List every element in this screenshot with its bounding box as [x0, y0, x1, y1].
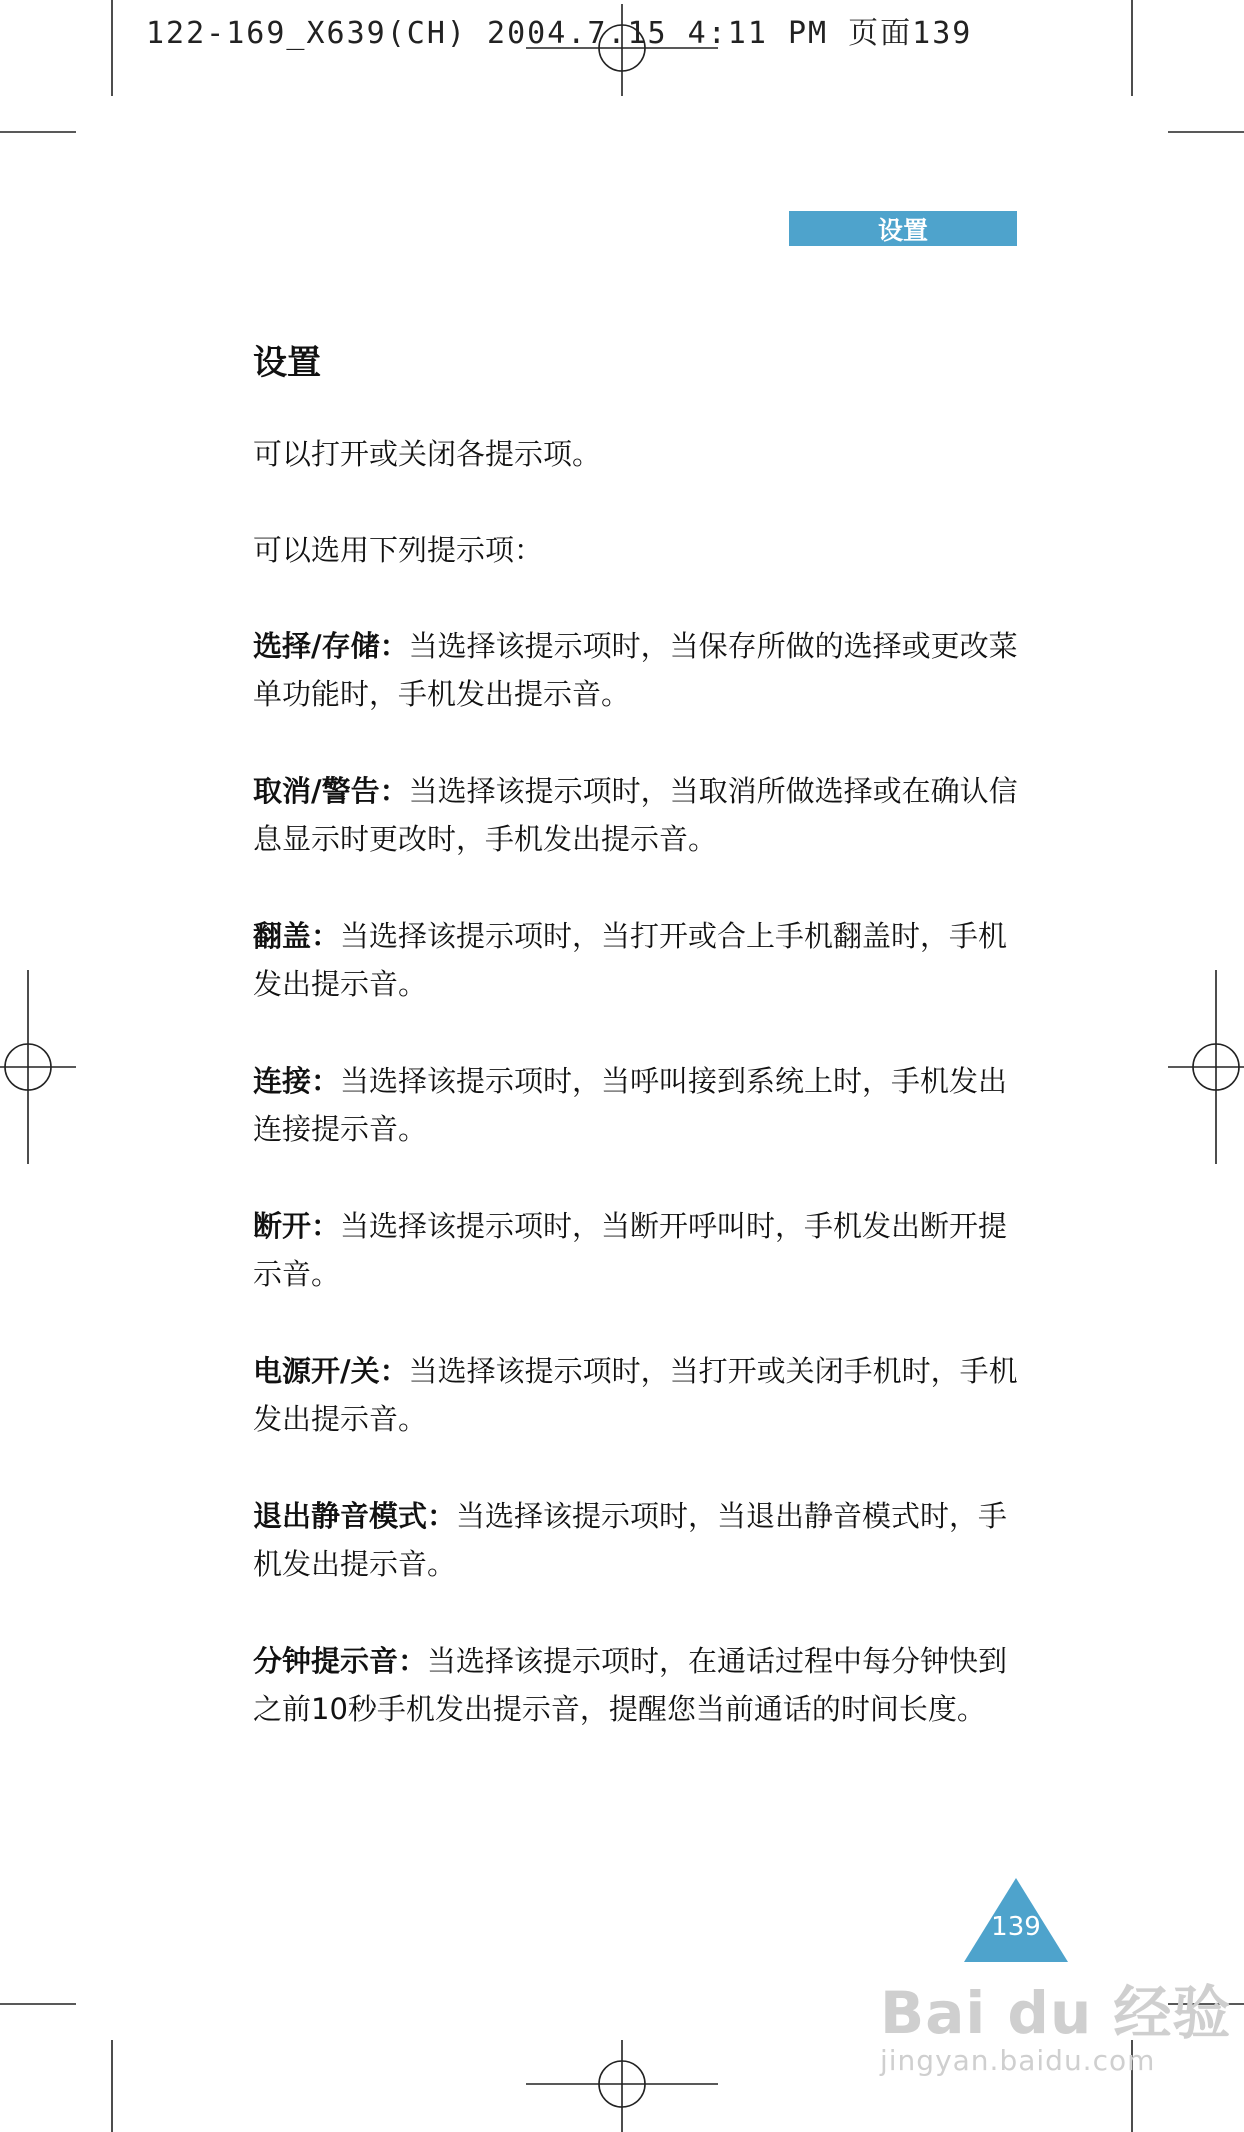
option-item: [253, 767, 1019, 863]
option-item: [253, 1637, 1019, 1733]
option-term: 电源开/关：: [253, 1354, 409, 1388]
option-description: 当选择该提示项时，当打开或合上手机翻盖时，手机发出提示音。: [253, 919, 1008, 1001]
print-header: 122-169_X639(CH) 2004.7.15 4:11 PM 页面139: [146, 16, 973, 51]
watermark-logo: Bai du 经验: [880, 1979, 1232, 2047]
intro-paragraph: 可以打开或关闭各提示项。: [253, 437, 602, 471]
option-item: [253, 622, 1019, 718]
section-tab: 设置: [789, 211, 1017, 246]
option-description: 当选择该提示项时，当断开呼叫时，手机发出断开提示音。: [253, 1209, 1008, 1291]
page-number: 139: [991, 1912, 1041, 1942]
option-term: 连接：: [253, 1064, 341, 1098]
baidu-watermark: [880, 1966, 1231, 2077]
option-item: [253, 912, 1019, 1008]
option-description: 当选择该提示项时，当打开或关闭手机时，手机发出提示音。: [253, 1354, 1018, 1436]
option-term: 取消/警告：: [253, 774, 409, 808]
intro-paragraph: 可以选用下列提示项：: [253, 533, 544, 567]
option-description: 当选择该提示项时，在通话过程中每分钟快到之前10秒手机发出提示音，提醒您当前通话的时间长度。: [253, 1644, 1008, 1726]
option-item: [253, 1057, 1019, 1153]
option-term: 断开：: [253, 1209, 341, 1243]
option-item: [253, 1347, 1019, 1443]
option-term: 翻盖：: [253, 919, 341, 953]
option-term: 退出静音模式：: [253, 1499, 457, 1533]
option-item: [253, 1492, 1019, 1588]
option-term: 选择/存储：: [253, 629, 409, 663]
option-item: [253, 1202, 1019, 1298]
page-title: 设置: [253, 343, 321, 383]
page-content: [253, 338, 1019, 1782]
option-description: 当选择该提示项时，当取消所做选择或在确认信息显示时更改时，手机发出提示音。: [253, 774, 1018, 856]
option-description: 当选择该提示项时，当保存所做的选择或更改菜单功能时，手机发出提示音。: [253, 629, 1018, 711]
option-term: 分钟提示音：: [253, 1644, 428, 1678]
option-description: 当选择该提示项时，当退出静音模式时，手机发出提示音。: [253, 1499, 1008, 1581]
watermark-url: jingyan.baidu.com: [880, 2044, 1156, 2077]
option-description: 当选择该提示项时，当呼叫接到系统上时，手机发出连接提示音。: [253, 1064, 1008, 1146]
